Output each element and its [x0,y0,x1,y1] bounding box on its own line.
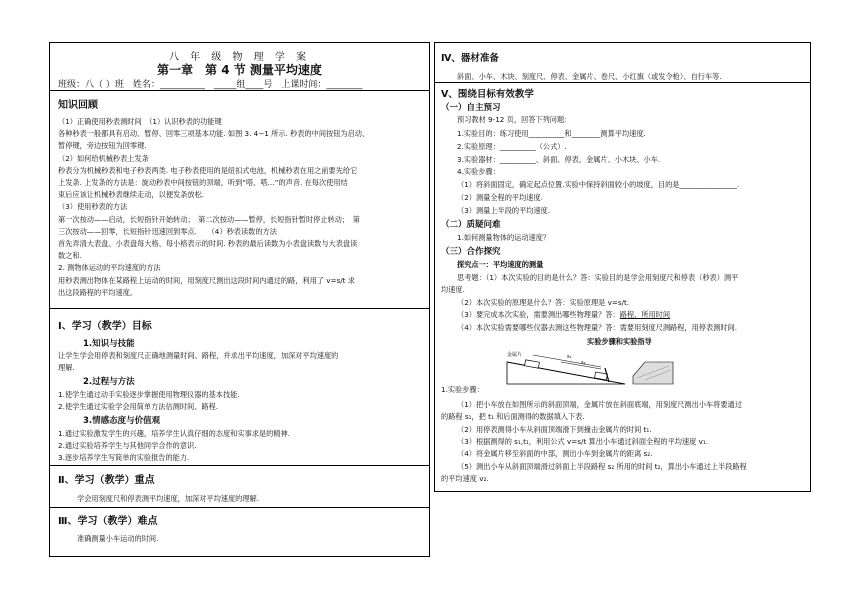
difficulty-title: Ⅲ、学习（教学）难点 [58,516,158,527]
teaching-title: Ⅴ、围绕目标有效教学 [441,89,534,100]
self-study-line-6: （2）测量全程的平均速度. [457,193,543,202]
objectives-divider [49,465,430,466]
equipment-title: Ⅳ、器材准备 [441,53,499,64]
objectives-title: Ⅰ、学习（教学）目标 [58,321,152,332]
knowledge-line-1: 让学生学会用停表和刻度尺正确地测量时间、路程，并求出平均速度，加深对平均速度的 [58,351,339,360]
school-line: 八 年 级 物 理 学 案 [168,52,311,63]
self-study-line-2: 2.实验原理：__________（公式）. [457,141,567,151]
self-study-line-5: （1）将斜面固定，确定起点位置.实验中保持斜面较小的坡度，目的是________________. [457,180,740,190]
coop-title: （三）合作探究 [441,247,501,257]
review-line-10: 三次按动——回零，长短指针迅速回到零点. （4）秒表读数的方法 [58,226,277,236]
coop-q-4-answer: 路程、所用时间 [619,310,671,319]
review-divider [49,308,430,309]
key-divider [49,507,430,508]
coop-q-5: （4）本次实验需要哪些仪器去测这些物理量？答：需要用刻度尺测路程，用停表测时间. [457,323,737,332]
review-line-13: 2. 测物体运动的平均速度的方法 [58,263,161,273]
review-line-9: 第一次按动——启动，长短指针开始转动； 第二次按动——暂停，长短指针暂时停止转动； 第 [58,214,360,224]
self-study-line-1: 1.实验目的：练习使用__________和________测算平均速度. [457,129,646,138]
process-title: 2.过程与方法 [83,377,135,387]
step-line-6: （5）测出小车从斜面顶端滑过斜面上半段路程 s₂ 所用的时间 t₂，算出小车通过上半段路程 [457,461,747,471]
review-line-15: 出这段路程的平均速度。 [58,287,138,297]
emotion-line-1: 1.通过实验激发学生的兴趣，培养学生认真仔细的态度和实事求是的精神. [58,429,290,438]
key-title: Ⅱ、学习（教学）重点 [58,475,155,486]
coop-point: 探究点一：平均速度的测量 [457,260,544,269]
step-line-5: （4）将金属片移至斜面的中部，测出小车到金属片的距离 s₂. [457,449,653,459]
guide-title: 实验步骤和实验指导 [587,337,652,346]
difficulty-line: 准确测量小车运动的时间. [77,534,159,543]
review-line-1: （1）正确使用秒表测时间 （1）认识秒表的功能键 [58,117,222,126]
step-line-1: （1）把小车放在如图所示的斜面顶端，金属片放在斜面底端，用刻度尺测出小车将要通过 [457,400,742,409]
step-line-2: 的路程 s₁，把 t₁ 和后面测得的数据填入下表. [441,412,585,422]
review-line-11: 首先弄清大表盘、小表盘每大格、每小格表示的时间. 秒表的最后读数为小表盘读数与大表盘读 [58,239,358,248]
knowledge-title: 1.知识与技能 [83,339,135,349]
class-info-line: 班级：八（ ）班 姓名：__________ _____组____号 上课时间：________ [58,80,363,90]
coop-q-4-text: （3）要完成本次实验，需要测出哪些物理量？答： [457,310,620,319]
step-line-7: 的平均速度 v₂. [441,473,489,483]
equipment-divider [434,82,811,83]
step-line-4: （3）根据测得的 s₁,t₁，利用公式 v=s/t 算出小车通过斜面全程的平均速度 v₁. [457,436,709,446]
s1-label: s₁ [567,354,572,360]
steps-title: 1.实验步骤： [441,385,484,394]
review-line-8: （3）使用秒表的方法 [58,202,128,212]
review-line-4: （2）如何给机械秒表上发条 [58,153,149,163]
self-study-title: （一）自主预习 [441,103,501,113]
key-line: 学会用刻度尺和停表测平均速度，加深对平均速度的理解. [77,494,259,503]
review-line-3: 暂停键，旁边按钮为回零键. [58,141,147,151]
emotion-line-2: 2.通过实验培养学生与其他同学合作的意识. [58,441,197,450]
emotion-title: 3.情感态度与价值观 [83,416,161,426]
header-divider [49,90,430,91]
s2-label: s₂ [581,360,586,366]
review-line-14: 用秒表测出物体在某路程上运动的时间，用刻度尺测出这段时间内通过的路，利用了 v=s/t 求 [58,275,355,285]
process-line-2: 2.使学生通过实验学会用简单方法估测时间、路程. [58,402,219,411]
review-title: 知识回顾 [58,100,98,111]
self-study-line-7: （3）测量上半段的平均速度. [457,205,551,215]
doubt-line: 1.如何测量物体的运动速度？ [457,233,551,242]
step-line-3: （2）用停表测得小车从斜面顶端滑下到撞击金属片的时间 t₁. [457,424,652,434]
review-line-12: 数之和. [58,251,82,261]
process-line-1: 1.使学生通过动手实验逐步掌握使用物理仪器的基本技能. [58,390,240,399]
incline-figure [505,348,675,386]
self-study-line-3: 3.实验器材：__________、斜面、停表、金属片、小木块、小车. [457,154,661,164]
self-study-line-4: 4.实验步骤： [457,167,500,177]
equipment-line: 斜面、小车、木块、刻度尺、停表、金属片、卷尺、小红旗（或发令枪）、自行车等. [457,72,722,81]
self-study-intro: 预习教材 9-12 页，回答下列问题： [457,115,572,124]
coop-q-3: （2）本次实验的原理是什么？答：实验原理是 v=s/t. [457,298,630,307]
knowledge-line-2: 理解. [58,363,75,372]
review-line-7: 束后应该让机械秒表继续走动，以便发条放松. [58,190,205,200]
review-line-6: 上发条. 上发条的方法是：旋动秒表中间按钮的顶端，听到“嗒、嗒…”的声音. 在每次使用结 [58,178,348,187]
doubt-title: （二）质疑问难 [441,220,501,230]
chapter-title: 第一章 第 4 节 测量平均速度 [157,63,322,77]
metal-label: 金属片 [507,352,523,358]
coop-q-1: 思考题：（1）本次实验的目的是什么？答：实验目的是学会用刻度尺和停表（秒表）测平 [457,273,739,282]
coop-q-2: 均速度. [441,285,465,294]
coop-q-4 [457,309,670,320]
review-line-5: 秒表分为机械秒表和电子秒表两类. 电子秒表使用的是纽扣式电池，机械秒表在用之前要先给它 [58,165,358,175]
review-line-2: 各种秒表一般都具有启动、暂停、回零三项基本功能. 如图 3. 4−1 所示. 秒表的中间按钮为启动、 [58,129,370,139]
emotion-line-3: 3.逐步培养学生写简单的实验报告的能力. [58,453,190,462]
